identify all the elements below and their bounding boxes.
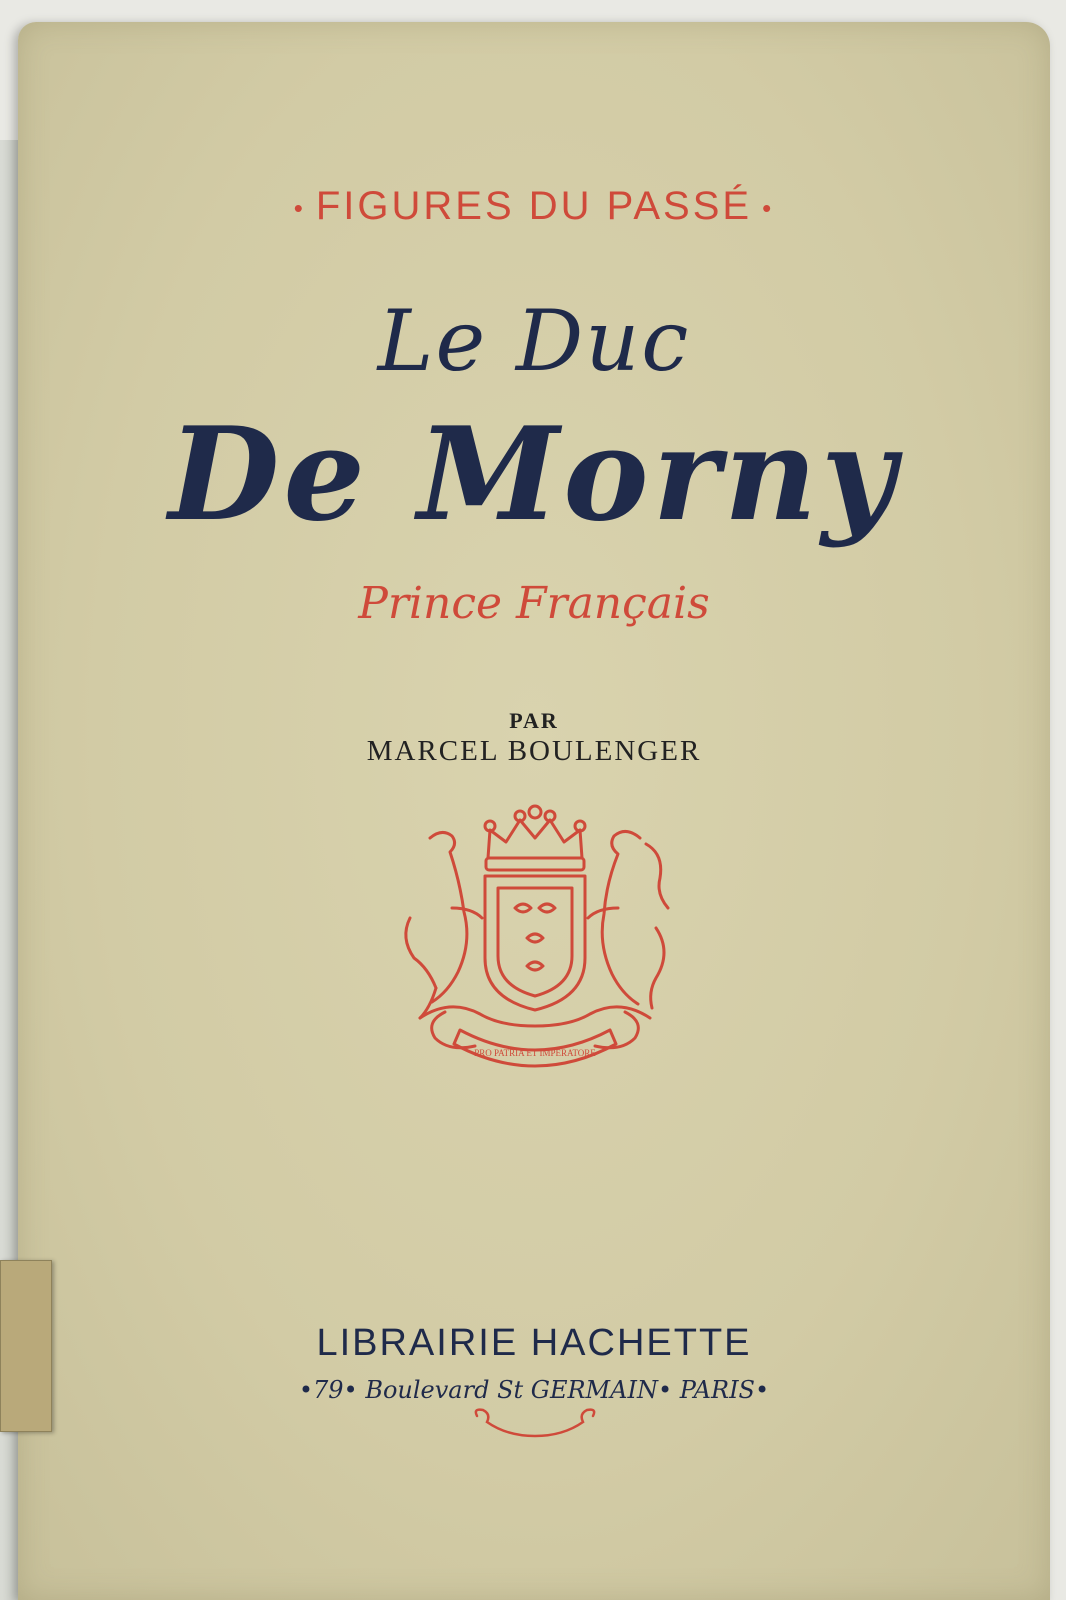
publisher-name: LIBRAIRIE HACHETTE: [316, 1322, 752, 1364]
coat-of-arms-emblem: [390, 798, 680, 1068]
series-bullet-right: •: [762, 192, 775, 223]
publisher-address: •79• Boulevard St GERMAIN• PARIS•: [298, 1376, 770, 1404]
subtitle: Prince Français: [358, 578, 710, 629]
par-label: PAR: [509, 708, 559, 733]
title-line-1: Le Duc: [377, 292, 691, 390]
crest-motto: PRO PATRIA ET IMPERATORE: [474, 1048, 596, 1058]
book-cover: [18, 22, 1050, 1600]
flourish-ornament: [471, 1406, 599, 1440]
series-bullet-left: •: [293, 192, 306, 223]
series-title: [18, 184, 1050, 229]
series-label: FIGURES DU PASSÉ: [315, 184, 753, 228]
author-name: MARCEL BOULENGER: [366, 735, 702, 767]
library-sticker: [0, 1260, 52, 1432]
title-line-2: De Morny: [168, 400, 900, 550]
